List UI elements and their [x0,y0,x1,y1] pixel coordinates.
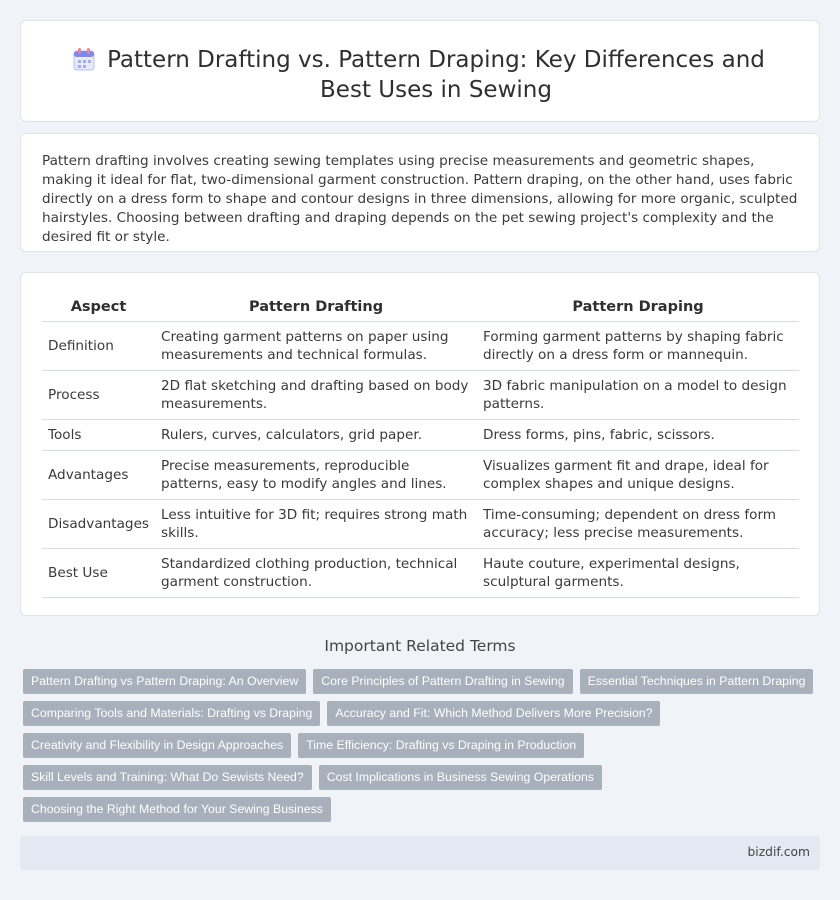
aspect-cell: Tools [42,419,155,450]
related-term-tag[interactable]: Skill Levels and Training: What Do Sewists Need? [23,765,312,790]
aspect-cell: Best Use [42,548,155,597]
related-term-tag[interactable]: Cost Implications in Business Sewing Operations [319,765,602,790]
tag-row [23,733,823,758]
related-term-tag[interactable]: Choosing the Right Method for Your Sewing Business [23,797,331,822]
draping-cell: Visualizes garment fit and drape, ideal for complex shapes and unique designs. [477,450,799,499]
drafting-cell: Standardized clothing production, technical garment construction. [155,548,477,597]
drafting-cell: 2D flat sketching and drafting based on body measurements. [155,370,477,419]
aspect-cell: Definition [42,321,155,370]
related-term-tag[interactable]: Accuracy and Fit: Which Method Delivers More Precision? [327,701,660,726]
related-term-tag[interactable]: Time Efficiency: Drafting vs Draping in Production [298,733,584,758]
title-card [20,20,820,122]
drafting-cell: Precise measurements, reproducible patterns, easy to modify angles and lines. [155,450,477,499]
table-row [42,499,799,548]
draping-cell: Forming garment patterns by shaping fabric directly on a dress form or mannequin. [477,321,799,370]
table-row [42,370,799,419]
calendar-icon [73,47,95,71]
related-terms-title: Important Related Terms [324,637,516,655]
header-draping: Pattern Draping [477,293,799,321]
tag-row [23,701,823,726]
table-row [42,419,799,450]
related-terms-list [23,669,823,829]
table-row [42,450,799,499]
tag-row [23,797,823,822]
related-term-tag[interactable]: Creativity and Flexibility in Design Approaches [23,733,291,758]
drafting-cell: Less intuitive for 3D fit; requires strong math skills. [155,499,477,548]
draping-cell: Time-consuming; dependent on dress form accuracy; less precise measurements. [477,499,799,548]
header-drafting: Pattern Drafting [155,293,477,321]
related-term-tag[interactable]: Core Principles of Pattern Drafting in Sewing [313,669,572,694]
related-term-tag[interactable]: Pattern Drafting vs Pattern Draping: An Overview [23,669,306,694]
draping-cell: Dress forms, pins, fabric, scissors. [477,419,799,450]
related-term-tag[interactable]: Essential Techniques in Pattern Draping [580,669,814,694]
tag-row [23,765,823,790]
header-aspect: Aspect [42,293,155,321]
title-row [21,45,821,105]
drafting-cell: Creating garment patterns on paper using measurements and technical formulas. [155,321,477,370]
tag-row [23,669,823,694]
draping-cell: Haute couture, experimental designs, sculptural garments. [477,548,799,597]
table-header-row [42,293,799,321]
table-row [42,548,799,597]
footer-site-link[interactable]: bizdif.com [747,845,810,859]
footer [20,836,820,870]
intro-paragraph: Pattern drafting involves creating sewing templates using precise measurements and geometric shapes, making it ideal for flat, two-dimensional garment construction. Pattern draping, on the other hand, uses fabric directly on a dress form to shape and contour designs in three dimensions, allowing for more organic, sculpted hairstyles. Choosing between drafting and draping depends on the pet sewing project's complexity and the desired fit or style. [42,153,798,245]
table-row [42,321,799,370]
aspect-cell: Process [42,370,155,419]
page-title: Pattern Drafting vs. Pattern Draping: Key Differences and Best Uses in Sewing [107,47,765,103]
drafting-cell: Rulers, curves, calculators, grid paper. [155,419,477,450]
related-term-tag[interactable]: Comparing Tools and Materials: Drafting vs Draping [23,701,320,726]
draping-cell: 3D fabric manipulation on a model to design patterns. [477,370,799,419]
aspect-cell: Advantages [42,450,155,499]
aspect-cell: Disadvantages [42,499,155,548]
intro-card [20,133,820,252]
comparison-card [20,272,820,616]
comparison-table [42,293,799,598]
